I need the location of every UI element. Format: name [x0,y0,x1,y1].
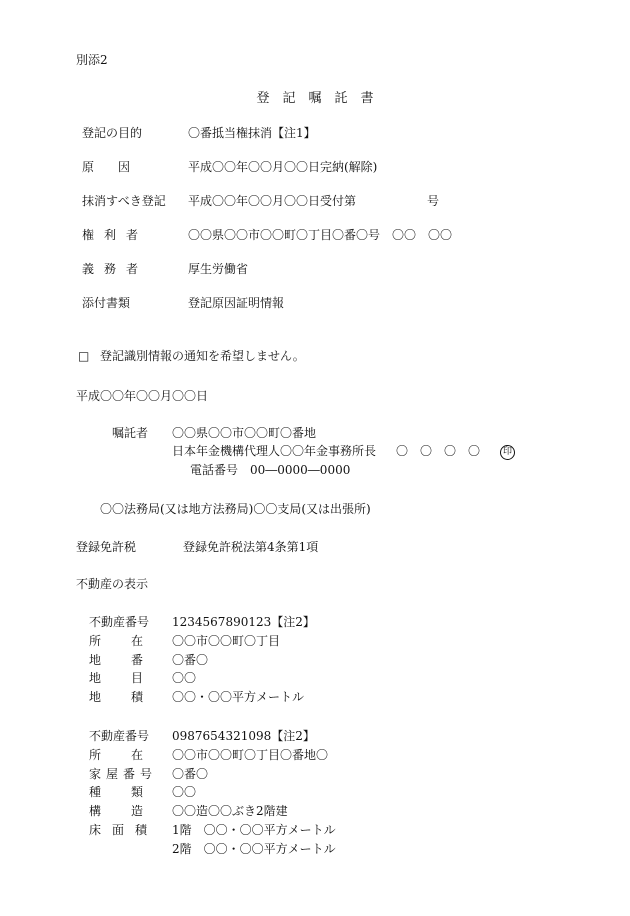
property1-label: 地番 [89,653,174,667]
field-value: 登記原因証明情報 [188,296,285,310]
field-label: 登記の目的 [82,126,143,140]
notice-checkbox[interactable]: □ [78,349,90,363]
field-label: 権利者 [82,228,149,242]
property1-value: 〇〇 [172,671,197,685]
property2-label: 種類 [89,785,174,799]
field-value: 平成〇〇年〇〇月〇〇日完納(解除) [188,160,378,174]
property1-value: 〇番〇 [172,653,209,667]
property2-value: 〇〇造〇〇ぶき2階建 [172,804,288,818]
property2-value: 〇〇市〇〇町〇丁目〇番地〇 [172,748,329,762]
field-label: 義務者 [82,262,149,276]
requester-label: 嘱託者 [112,426,149,440]
document-date: 平成〇〇年〇〇月〇〇日 [76,389,209,403]
property1-label: 所在 [89,634,174,648]
property-heading: 不動産の表示 [76,577,149,591]
property2-value: 〇番〇 [172,767,209,781]
property2-label: 不動産番号 [89,729,150,743]
requester-phone: 電話番号 00―0000―0000 [190,463,351,477]
field-value: 平成〇〇年〇〇月〇〇日受付第 [188,194,357,208]
seal-text: 印 [500,445,515,460]
field-value: 〇番抵当権抹消【注1】 [188,126,316,140]
tax-value: 登録免許税法第4条第1項 [183,540,319,554]
property2-label: 所在 [89,748,174,762]
property2-value: 〇〇 [172,785,197,799]
property1-value: 〇〇市〇〇町〇丁目 [172,634,281,648]
field-label: 原因 [82,160,155,174]
property2-label: 床面積 [89,823,159,837]
property2-label: 構造 [89,804,174,818]
property1-value: 1234567890123【注2】 [172,615,315,629]
field-suffix: 号 [427,194,440,208]
property1-value: 〇〇・〇〇平方メートル [172,690,305,704]
property2-value: 2階 〇〇・〇〇平方メートル [172,842,336,856]
requester-person: 〇 〇 〇 〇 [396,444,481,458]
property1-label: 地目 [89,671,174,685]
document-title: 登 記 嘱 託 書 [256,91,374,106]
field-value: 厚生労働省 [188,262,249,276]
property2-label: 家屋番号 [89,767,158,781]
attachment-label: 別添2 [76,53,108,67]
property2-value: 0987654321098【注2】 [172,729,315,743]
property1-label: 地積 [89,690,174,704]
field-value: 〇〇県〇〇市〇〇町〇丁目〇番〇号 〇〇 〇〇 [188,228,453,242]
tax-label: 登録免許税 [76,540,137,554]
requester-name: 日本年金機構代理人〇〇年金事務所長 [172,444,377,458]
seal-icon [500,443,515,460]
registry-office: 〇〇法務局(又は地方法務局)〇〇支局(又は出張所) [100,502,371,516]
field-label: 抹消すべき登記 [82,194,166,208]
notice-text: 登記識別情報の通知を希望しません。 [100,349,305,363]
property2-value: 1階 〇〇・〇〇平方メートル [172,823,336,837]
field-label: 添付書類 [82,296,131,310]
property1-label: 不動産番号 [89,615,150,629]
requester-address: 〇〇県〇〇市〇〇町〇番地 [172,426,317,440]
